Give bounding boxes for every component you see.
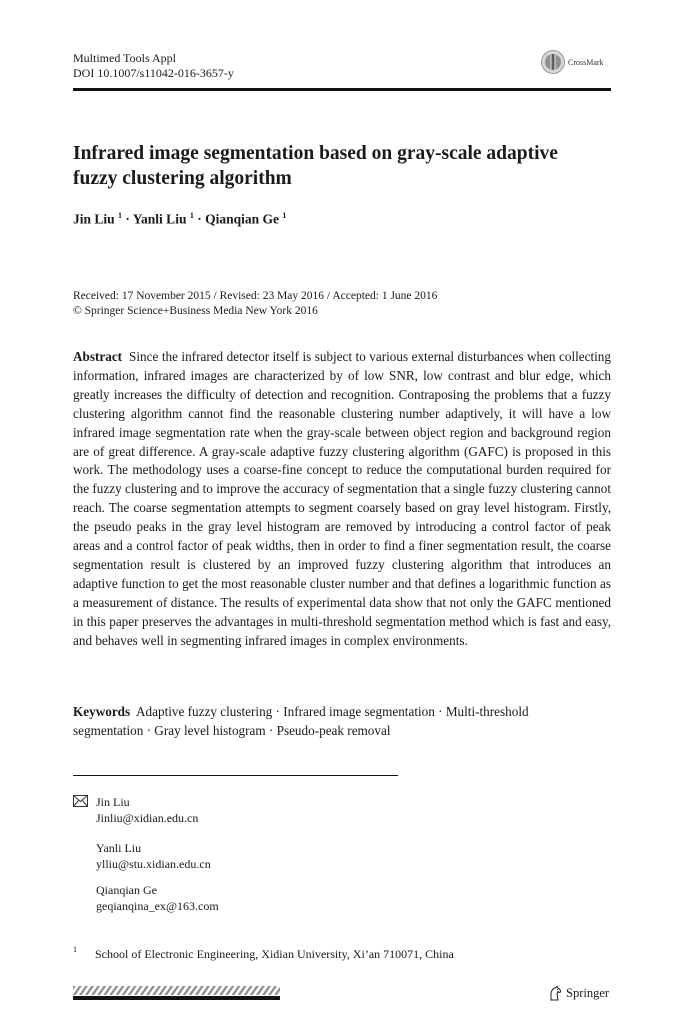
- contact-name: Qianqian Ge: [96, 883, 157, 897]
- author-list: [73, 211, 286, 228]
- abstract: [73, 348, 611, 651]
- author-name[interactable]: Yanli Liu: [132, 211, 187, 227]
- contact-block: [96, 840, 211, 872]
- author-affil-mark: 1: [118, 211, 123, 220]
- affiliation-number: 1: [73, 945, 77, 954]
- publication-dates: [73, 289, 437, 319]
- springer-logo[interactable]: [548, 986, 609, 1001]
- author-affil-mark: 1: [189, 211, 194, 220]
- keywords-line-2: segmentation · Gray level histogram · Pseudo-peak removal: [73, 722, 391, 738]
- contact-email[interactable]: ylliu@stu.xidian.edu.cn: [96, 857, 211, 871]
- author-name[interactable]: Qianqian Ge: [205, 211, 279, 227]
- journal-name: Multimed Tools Appl: [73, 51, 176, 65]
- author-separator: ·: [125, 211, 130, 227]
- header-rule: [73, 88, 611, 91]
- springer-horse-icon: [548, 986, 562, 1001]
- journal-header: [73, 51, 234, 81]
- title-line-1: Infrared image segmentation based on gray-scale adaptive: [73, 143, 558, 164]
- doi[interactable]: DOI 10.1007/s11042-016-3657-y: [73, 66, 234, 80]
- footer-ornament: [73, 986, 280, 1002]
- contact-email[interactable]: geqianqina_ex@163.com: [96, 899, 219, 913]
- contact-name: Yanli Liu: [96, 841, 142, 855]
- contact-email[interactable]: Jinliu@xidian.edu.cn: [96, 811, 199, 825]
- envelope-icon: [73, 795, 88, 807]
- contact-block: [96, 794, 198, 826]
- crossmark-label: CrossMark: [568, 57, 604, 67]
- keywords: [73, 703, 611, 741]
- contact-name: Jin Liu: [96, 795, 130, 809]
- crossmark-icon: [541, 49, 565, 75]
- abstract-text: Since the infrared detector itself is subject to various external disturbances when collecting information, infrared images are characterized by of low SNR, low contrast and blur edge, which greatly increases the difficulty of detection and recognition. Contraposing the problems that a fuzzy clustering algorithm cannot find the reasonable clustering number adaptively, it will have a low infrared image segmentation rate when the gray-scale between object region and background region are of great difference. A gray-scale adaptive fuzzy clustering algorithm (GAFC) is proposed in this work. The methodology uses a coarse-fine concept to reduce the computational burden required for the fuzzy clustering and to improve the accuracy of segmentation that a single fuzzy clustering cannot reach. The coarse segmentation attempts to segment coarsely based on gray level histogram. Firstly, the pseudo peaks in the gray level histogram are removed by introducing a control factor of peak areas and a control factor of peak widths, then in order to find a finer segmentation result, the coarse segmentation result is clustered by an improved fuzzy clustering algorithm that introduces an adaptive function to get the most reasonable cluster number and that defines a logarithmic function as a measurement of distance. The results of experimental data show that not only the GAFC mentioned in this paper preserves the advantages in multi-threshold segmentation method which is fast and easy, and behaves well in segmenting infrared images in complex environments.: [73, 349, 611, 648]
- footnote-rule: [73, 775, 398, 776]
- keywords-line-1: Adaptive fuzzy clustering · Infrared image segmentation · Multi-threshold: [136, 704, 529, 719]
- keywords-heading: Keywords: [73, 704, 131, 719]
- author-affil-mark: 1: [282, 211, 287, 220]
- copyright-line: © Springer Science+Business Media New York 2016: [73, 305, 318, 317]
- affiliation-text: School of Electronic Engineering, Xidian University, Xi’an 710071, China: [95, 947, 454, 961]
- crossmark-badge[interactable]: [541, 49, 604, 75]
- contact-block: [96, 882, 219, 914]
- title-line-2: fuzzy clustering algorithm: [73, 168, 292, 189]
- abstract-heading: Abstract: [73, 349, 123, 364]
- paper-title: [73, 141, 613, 191]
- author-name[interactable]: Jin Liu: [73, 211, 115, 227]
- received-line: Received: 17 November 2015 / Revised: 23 May 2016 / Accepted: 1 June 2016: [73, 290, 438, 302]
- springer-label: Springer: [566, 986, 610, 1000]
- author-separator: ·: [197, 211, 202, 227]
